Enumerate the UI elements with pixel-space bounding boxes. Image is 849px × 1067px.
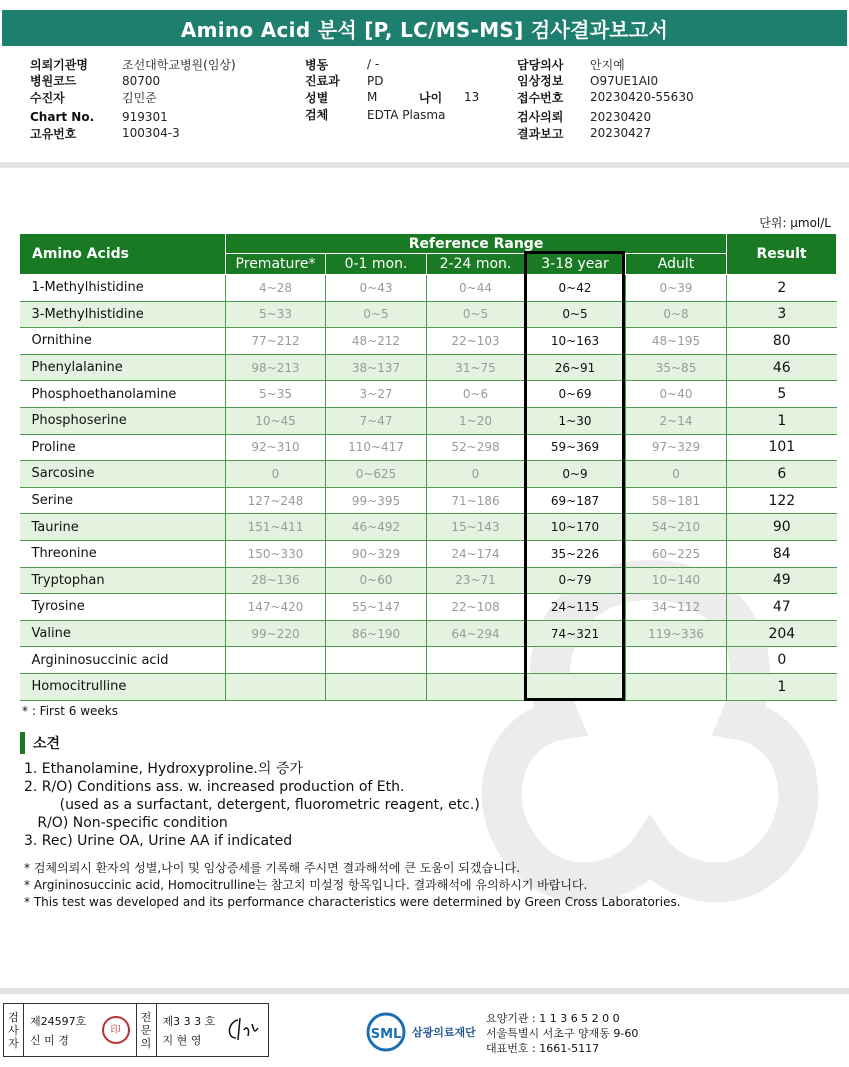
col-header-3-18year: 3-18 year (525, 254, 626, 275)
result-cell: 80 (727, 328, 837, 355)
reference-range-cell: 0 (226, 461, 326, 488)
note-line: * 검체의뢰시 환자의 성별,나이 및 임상증세를 기록해 주시면 결과해석에 큰 도움이 되겠습니다. (24, 861, 521, 875)
reference-range-cell: 3~27 (326, 381, 427, 408)
amino-acid-name: Homocitrulline (20, 673, 226, 700)
findings-line: (used as a surfactant, detergent, fluorometric reagent, etc.) (24, 797, 480, 813)
reference-range-cell: 127~248 (226, 487, 326, 514)
note-line: * This test was developed and its performance characteristics were determined by Green Cross Laboratories. (24, 895, 681, 909)
reference-range-cell: 22~108 (427, 594, 525, 621)
specialist-license: 제3 3 3 호 (162, 1015, 216, 1028)
result-cell: 2 (727, 275, 837, 302)
reference-range-cell: 34~112 (626, 594, 727, 621)
info-label: 담당의사 (517, 57, 564, 72)
table-row (20, 514, 837, 541)
reference-range-cell: 1~30 (525, 407, 626, 434)
findings-line: 2. R/O) Conditions ass. w. increased production of Eth. (24, 779, 405, 795)
findings-line: R/O) Non-specific condition (24, 815, 228, 831)
table-row (20, 407, 837, 434)
reference-range-cell: 0~6 (427, 381, 525, 408)
reference-range-cell: 28~136 (226, 567, 326, 594)
reference-range-cell (226, 647, 326, 674)
info-value: O97UE1AI0 (590, 73, 659, 88)
reference-range-cell (626, 673, 727, 700)
col-header-0-1mon: 0-1 mon. (326, 254, 427, 275)
signature-box (3, 1003, 269, 1057)
info-label: 임상정보 (517, 74, 564, 89)
handwritten-signature-icon (224, 1014, 260, 1044)
age-label: 나이 (419, 90, 443, 105)
specialist-name: 지 현 영 (162, 1034, 202, 1047)
sml-logo-icon (366, 1012, 406, 1052)
org-code: 요양기관 : 1 1 3 6 5 2 0 0 (486, 1012, 620, 1025)
reference-range-cell: 46~492 (326, 514, 427, 541)
amino-acid-name: Phosphoethanolamine (20, 381, 226, 408)
result-cell: 122 (727, 487, 837, 514)
info-value: 80700 (122, 73, 161, 88)
table-row (20, 434, 837, 461)
amino-acid-name: Tyrosine (20, 594, 226, 621)
info-label: 병원코드 (30, 74, 77, 89)
info-label: 수진자 (30, 90, 65, 105)
reference-range-cell: 48~195 (626, 328, 727, 355)
reference-range-cell: 0~42 (525, 275, 626, 302)
top-divider (0, 162, 849, 168)
reference-range-cell: 98~213 (226, 354, 326, 381)
col-header-result: Result (727, 234, 837, 275)
col-header-amino: Amino Acids (20, 234, 226, 275)
reference-range-cell (326, 673, 427, 700)
patient-info-col1 (30, 56, 236, 142)
section-bar (20, 732, 25, 754)
highlight-box-3-18year (524, 251, 625, 701)
col-header-2-24mon: 2-24 mon. (427, 254, 525, 275)
result-cell: 204 (727, 620, 837, 647)
info-value: 100304-3 (122, 126, 180, 141)
reference-range-cell: 0~43 (326, 275, 427, 302)
result-cell: 1 (727, 673, 837, 700)
table-row (20, 540, 837, 567)
col-header-adult: Adult (626, 254, 727, 275)
reference-range-cell: 59~369 (525, 434, 626, 461)
result-cell: 0 (727, 647, 837, 674)
seal-stamp-icon: 印 (102, 1016, 130, 1044)
reference-range-cell: 1~20 (427, 407, 525, 434)
reference-range-cell: 35~85 (626, 354, 727, 381)
reference-range-cell: 74~321 (525, 620, 626, 647)
reference-range-cell: 110~417 (326, 434, 427, 461)
info-label: 의뢰기관명 (30, 57, 88, 72)
info-value: 20230420 (590, 109, 652, 124)
result-cell: 46 (727, 354, 837, 381)
vertical-label-char: 검 (8, 1010, 19, 1024)
reference-range-cell: 0~39 (626, 275, 727, 302)
info-value: 김민준 (122, 90, 157, 105)
reference-range-cell: 0~69 (525, 381, 626, 408)
reference-range-cell: 7~47 (326, 407, 427, 434)
findings-title: 소견 (33, 736, 61, 752)
info-label: Chart No. (30, 109, 95, 124)
table-row (20, 461, 837, 488)
reference-range-cell: 0~5 (525, 301, 626, 328)
reference-range-cell: 0~5 (427, 301, 525, 328)
vertical-label-char: 사 (8, 1023, 19, 1037)
amino-acid-name: Ornithine (20, 328, 226, 355)
col-header-premature: Premature* (226, 254, 326, 275)
info-value: 20230420-55630 (590, 90, 694, 105)
result-cell: 47 (727, 594, 837, 621)
findings-text (24, 760, 480, 850)
result-cell: 3 (727, 301, 837, 328)
age-value: 13 (464, 90, 480, 105)
findings-line: 3. Rec) Urine OA, Urine AA if indicated (24, 833, 293, 849)
result-cell: 101 (727, 434, 837, 461)
specialist-label (137, 1004, 157, 1056)
bottom-divider (0, 988, 849, 994)
reference-range-cell: 0~8 (626, 301, 727, 328)
report-title: Amino Acid 분석 [P, LC/MS-MS] 검사결과보고서 (2, 10, 847, 46)
reference-range-cell: 35~226 (525, 540, 626, 567)
table-row (20, 620, 837, 647)
table-row (20, 487, 837, 514)
reference-range-cell: 31~75 (427, 354, 525, 381)
vertical-label-char: 의 (140, 1036, 152, 1050)
amino-acid-name: Phosphoserine (20, 407, 226, 434)
amino-acid-name: Serine (20, 487, 226, 514)
reference-range-cell: 0 (626, 461, 727, 488)
amino-acid-name: 1-Methylhistidine (20, 275, 226, 302)
reference-range-cell (427, 673, 525, 700)
reference-range-cell: 86~190 (326, 620, 427, 647)
unit-label: 단위: μmol/L (759, 216, 831, 230)
info-value: 안지예 (590, 57, 625, 72)
col-header-reference: Reference Range (226, 234, 727, 254)
reference-range-cell (226, 673, 326, 700)
result-cell: 90 (727, 514, 837, 541)
vertical-label-char: 문 (140, 1023, 152, 1037)
tester-name: 신 미 경 (30, 1034, 69, 1047)
reference-range-cell: 64~294 (427, 620, 525, 647)
result-cell: 49 (727, 567, 837, 594)
reference-range-cell: 92~310 (226, 434, 326, 461)
info-label: 진료과 (305, 74, 340, 89)
org-contact (486, 1011, 638, 1056)
reference-range-cell: 0~9 (525, 461, 626, 488)
org-phone: 대표번호 : 1661-5117 (486, 1042, 600, 1055)
table-row (20, 328, 837, 355)
amino-acid-name: Threonine (20, 540, 226, 567)
amino-acid-name: Taurine (20, 514, 226, 541)
reference-range-cell: 10~45 (226, 407, 326, 434)
reference-range-cell (626, 647, 727, 674)
result-cell: 84 (727, 540, 837, 567)
reference-range-cell: 99~395 (326, 487, 427, 514)
info-label: 검사의뢰 (517, 110, 564, 125)
tester-label (4, 1004, 24, 1056)
reference-range-cell: 0~625 (326, 461, 427, 488)
amino-acid-name: Argininosuccinic acid (20, 647, 226, 674)
info-label: 병동 (305, 57, 329, 72)
reference-range-cell: 52~298 (427, 434, 525, 461)
reference-range-cell (427, 647, 525, 674)
reference-range-cell: 26~91 (525, 354, 626, 381)
reference-range-cell: 150~330 (226, 540, 326, 567)
reference-range-cell: 0~5 (326, 301, 427, 328)
table-row (20, 275, 837, 302)
info-value: 919301 (122, 109, 168, 124)
reference-range-cell: 5~33 (226, 301, 326, 328)
findings-line: 1. Ethanolamine, Hydroxyproline.의 증가 (24, 761, 303, 777)
result-cell: 6 (727, 461, 837, 488)
amino-acid-name: Proline (20, 434, 226, 461)
reference-range-cell: 0~44 (427, 275, 525, 302)
info-label: 접수번호 (517, 90, 564, 105)
amino-acid-name: Tryptophan (20, 567, 226, 594)
reference-range-cell: 10~163 (525, 328, 626, 355)
amino-acid-name: 3-Methylhistidine (20, 301, 226, 328)
reference-range-cell: 23~71 (427, 567, 525, 594)
reference-range-cell: 24~115 (525, 594, 626, 621)
reference-range-cell: 71~186 (427, 487, 525, 514)
info-value: 20230427 (590, 126, 652, 141)
reference-range-cell: 48~212 (326, 328, 427, 355)
reference-range-cell: 5~35 (226, 381, 326, 408)
info-label: 성별 (305, 90, 329, 105)
patient-info-col2 (305, 56, 479, 123)
reference-range-cell: 0~60 (326, 567, 427, 594)
table-row (20, 567, 837, 594)
reference-range-cell: 77~212 (226, 328, 326, 355)
reference-range-cell: 15~143 (427, 514, 525, 541)
info-label: 결과보고 (517, 126, 564, 141)
amino-acid-name: Phenylalanine (20, 354, 226, 381)
reference-range-cell: 22~103 (427, 328, 525, 355)
amino-acid-name: Valine (20, 620, 226, 647)
reference-range-cell: 0~79 (525, 567, 626, 594)
reference-range-cell: 4~28 (226, 275, 326, 302)
reference-range-cell: 151~411 (226, 514, 326, 541)
vertical-label-char: 자 (8, 1036, 19, 1050)
reference-range-cell: 10~140 (626, 567, 727, 594)
table-row (20, 354, 837, 381)
info-label: 고유번호 (30, 126, 77, 141)
reference-range-cell: 38~137 (326, 354, 427, 381)
table-row (20, 301, 837, 328)
amino-acid-table (19, 233, 837, 701)
reference-range-cell: 69~187 (525, 487, 626, 514)
info-value: 조선대학교병원(임상) (122, 57, 236, 72)
result-cell: 1 (727, 407, 837, 434)
sml-logo (366, 1012, 476, 1052)
patient-info-col3 (517, 56, 694, 142)
info-value: M (367, 90, 378, 105)
tester-license: 제24597호 (30, 1015, 87, 1028)
reference-range-cell: 54~210 (626, 514, 727, 541)
reference-range-cell: 119~336 (626, 620, 727, 647)
table-row (20, 673, 837, 700)
tester-cell (24, 1004, 137, 1056)
table-row (20, 594, 837, 621)
vertical-label-char: 전 (140, 1010, 152, 1024)
reference-range-cell: 90~329 (326, 540, 427, 567)
reference-range-cell: 55~147 (326, 594, 427, 621)
result-cell: 5 (727, 381, 837, 408)
specialist-cell (157, 1004, 269, 1056)
info-value: EDTA Plasma (367, 107, 446, 122)
table-row (20, 381, 837, 408)
info-value: / - (367, 57, 380, 72)
table-row (20, 647, 837, 674)
reference-range-cell: 99~220 (226, 620, 326, 647)
reference-range-cell: 0~40 (626, 381, 727, 408)
info-label: 검체 (305, 108, 329, 123)
findings-section-title (20, 732, 60, 754)
reference-range-cell: 60~225 (626, 540, 727, 567)
reference-range-cell (326, 647, 427, 674)
footnote-premature: * : First 6 weeks (22, 704, 118, 718)
reference-range-cell: 97~329 (626, 434, 727, 461)
info-value: PD (367, 73, 384, 88)
org-name: 삼광의료재단 (412, 1026, 476, 1039)
logo-text: SML (370, 1027, 402, 1042)
note-line: * Argininosuccinic acid, Homocitrulline는 참고치 미설정 항목입니다. 결과해석에 유의하시기 바랍니다. (24, 878, 588, 892)
reference-range-cell: 2~14 (626, 407, 727, 434)
notes (24, 860, 681, 911)
reference-range-cell: 58~181 (626, 487, 727, 514)
reference-range-cell: 0 (427, 461, 525, 488)
reference-range-cell: 10~170 (525, 514, 626, 541)
amino-acid-name: Sarcosine (20, 461, 226, 488)
org-address: 서울특별시 서초구 양재동 9-60 (486, 1027, 639, 1040)
reference-range-cell: 24~174 (427, 540, 525, 567)
reference-range-cell: 147~420 (226, 594, 326, 621)
